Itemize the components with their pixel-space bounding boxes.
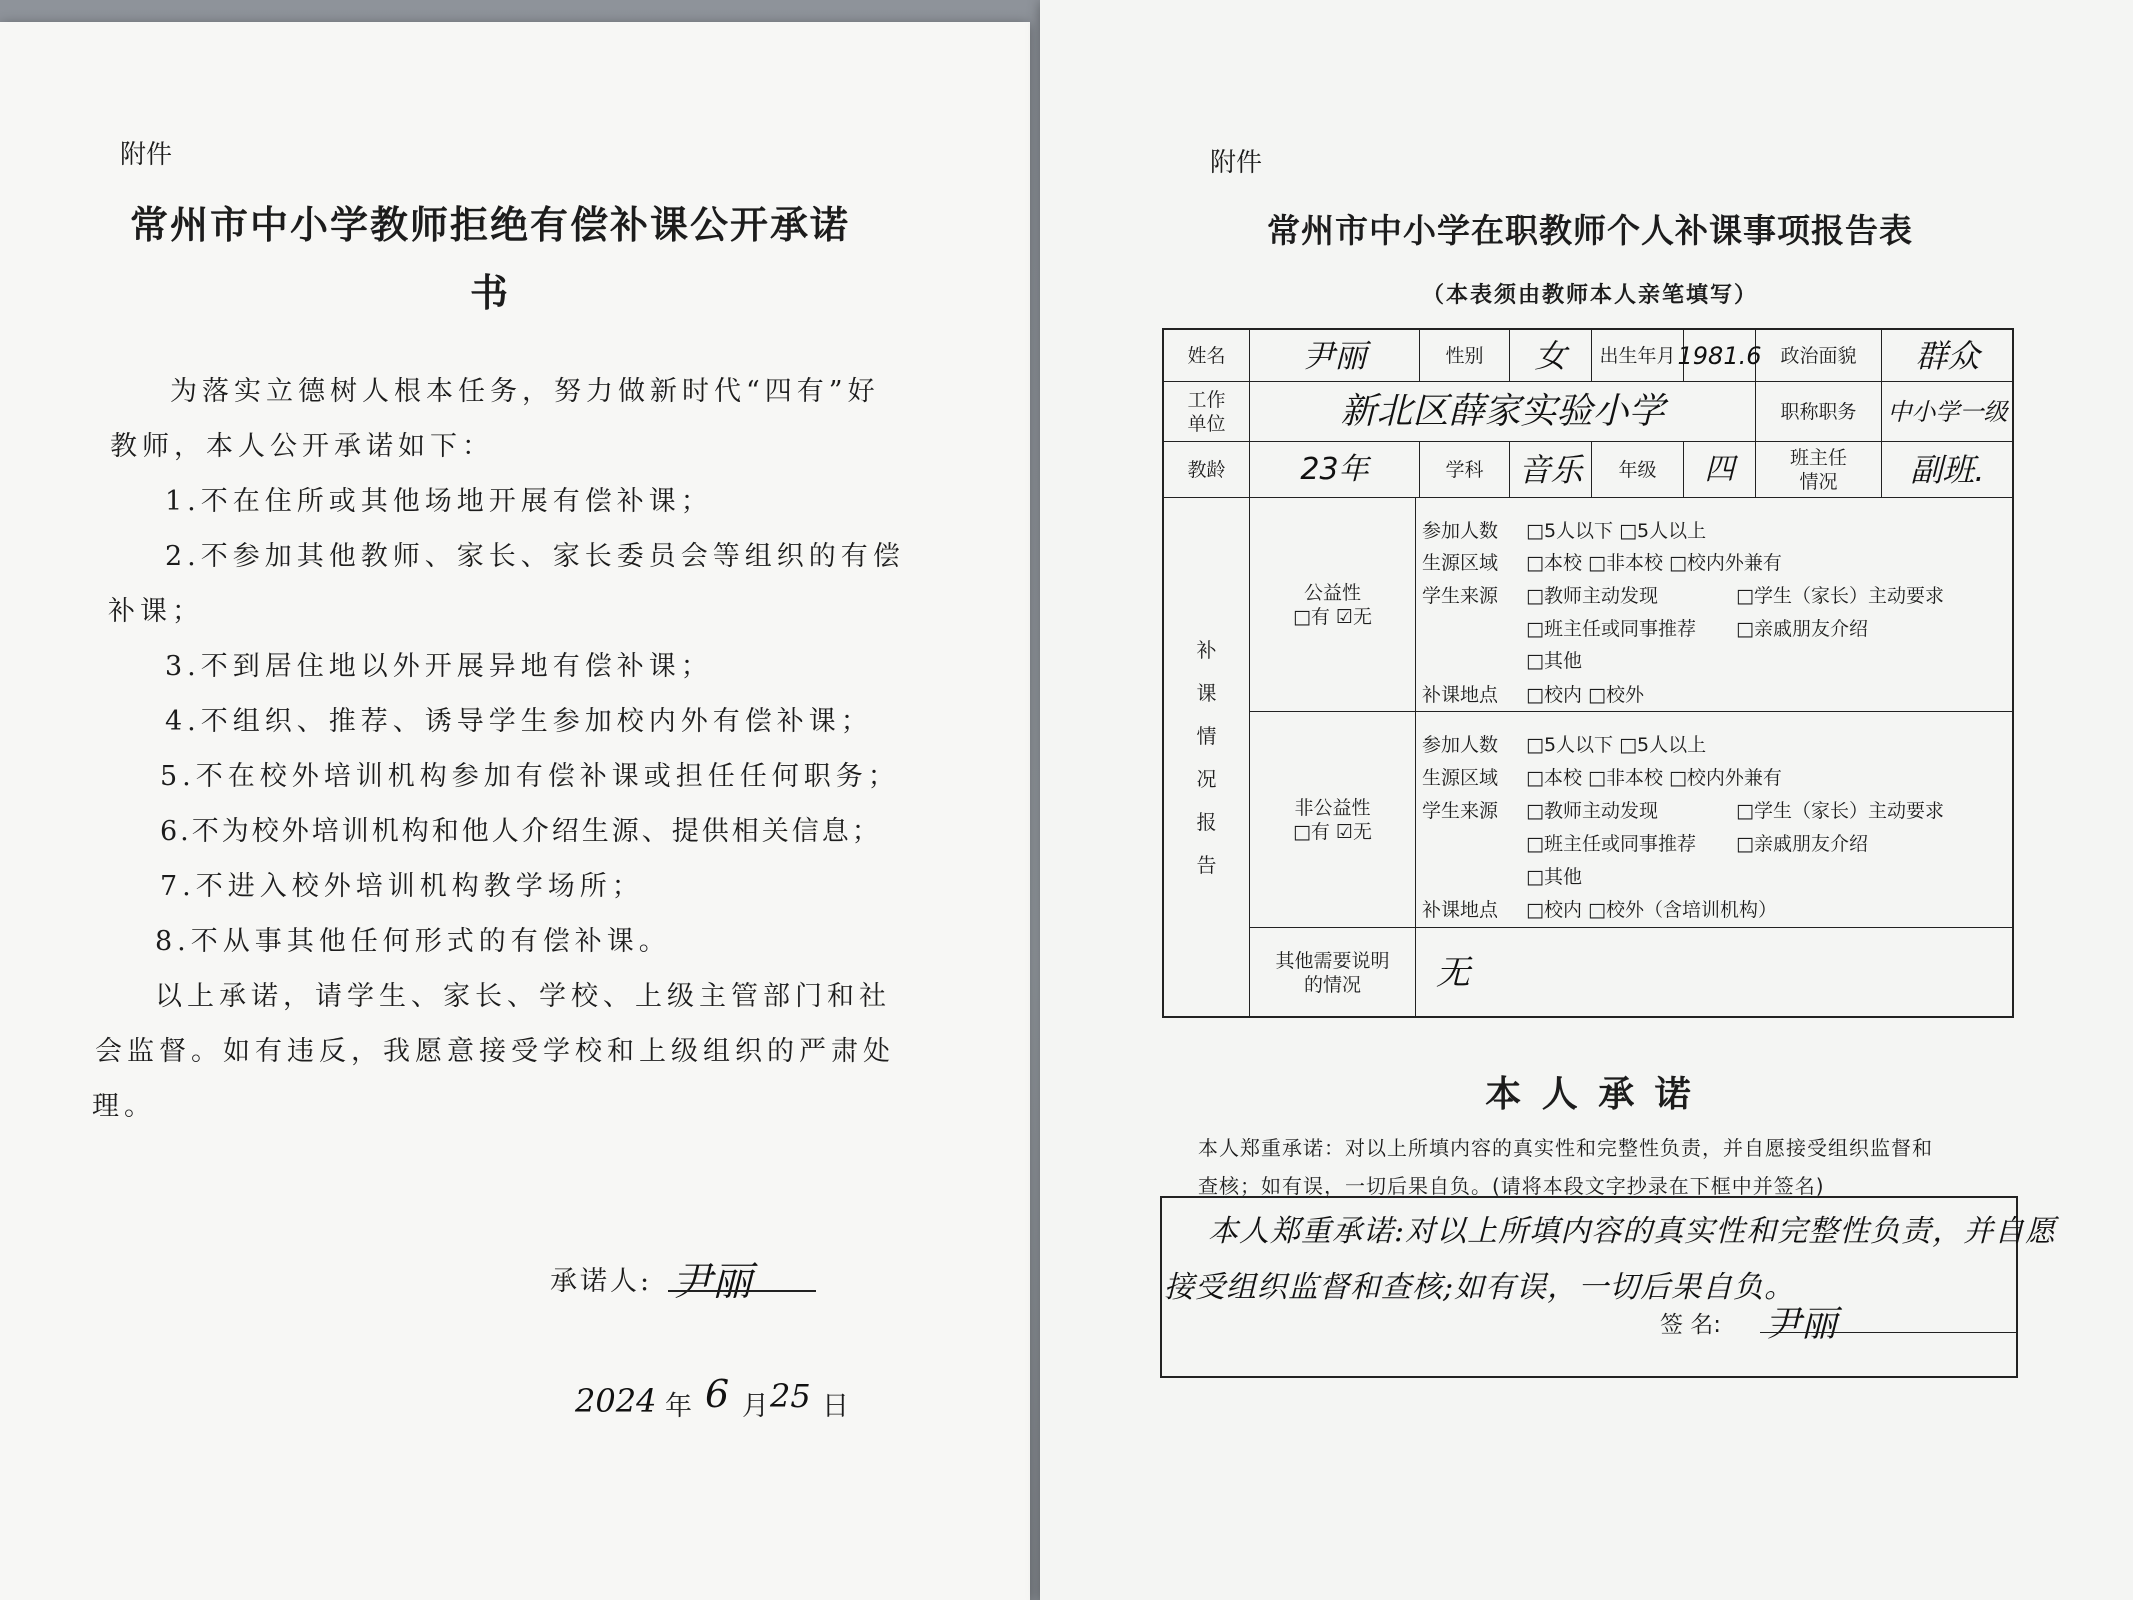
- letter-title-line2: 书: [469, 270, 510, 315]
- political-label: 政治面貌: [1756, 330, 1882, 382]
- intro-line-2: 教师，本人公开承诺如下：: [110, 431, 494, 462]
- nonpublic-source-2: □学生（家长）主动要求: [1736, 800, 1944, 822]
- date-month: 6: [705, 1372, 730, 1416]
- public-source-3: □班主任或同事推荐: [1526, 618, 1696, 640]
- nonpublic-source-1: □教师主动发现: [1526, 800, 1658, 822]
- work-unit-label: 工作 单位: [1164, 382, 1250, 442]
- intro-line-1: 为落实立德树人根本任务，努力做新时代“四有”好: [170, 376, 880, 407]
- public-area-options: □本校 □非本校 □校内外兼有: [1526, 552, 1782, 574]
- nonpublic-options: □有 ☑无: [1292, 820, 1373, 843]
- nonpublic-count-label: 参加人数: [1422, 734, 1499, 756]
- nonpublic-count-options: □5人以下 □5人以上: [1526, 734, 1707, 756]
- nonpublic-source-3: □班主任或同事推荐: [1526, 833, 1696, 855]
- title-label: 职称职务: [1756, 382, 1882, 442]
- birth-label: 出生年月: [1592, 330, 1684, 382]
- promise-item-8: 8.不从事其他任何形式的有偿补课。: [155, 926, 671, 957]
- nonpublic-block-label: [1250, 712, 1416, 928]
- public-count-options: □5人以下 □5人以上: [1526, 520, 1707, 542]
- nonpublic-place-options: □校内 □校外（含培训机构）: [1526, 899, 1777, 921]
- attachment-label-right: 附件: [1210, 148, 1263, 178]
- public-label: 公益性: [1303, 581, 1361, 604]
- work-unit-value: 新北区薛家实验小学: [1250, 382, 1756, 442]
- subject-value: 音乐: [1510, 442, 1592, 498]
- closing-line-3: 理。: [92, 1091, 156, 1122]
- gender-label: 性别: [1420, 330, 1510, 382]
- grade-value: 四: [1684, 442, 1756, 498]
- signer-signature: 尹丽: [672, 1259, 752, 1305]
- vertical-char-4: 况: [1196, 767, 1217, 791]
- vertical-char-1: 补: [1196, 638, 1217, 662]
- closing-line-1: 以上承诺，请学生、家长、学校、上级主管部门和社: [155, 981, 891, 1012]
- section-vertical-label: [1164, 498, 1250, 1018]
- teaching-age-value: 23年: [1250, 442, 1420, 498]
- date-year-char: 年: [665, 1391, 697, 1422]
- gender-value: 女: [1510, 330, 1592, 382]
- political-value: 群众: [1882, 330, 2013, 382]
- public-options: □有 ☑无: [1292, 605, 1373, 628]
- promise-item-1: 1.不在住所或其他场地开展有偿补课；: [165, 486, 713, 517]
- signature-underline: [668, 1290, 816, 1292]
- other-value: 无: [1436, 953, 1470, 993]
- nonpublic-source-label: 学生来源: [1422, 800, 1499, 822]
- handwritten-line-2: 接受组织监督和查核;如有误，一切后果自负。: [1164, 1270, 1796, 1305]
- birth-value: 1981.6: [1684, 330, 1756, 382]
- public-source-1: □教师主动发现: [1526, 585, 1658, 607]
- signer-label: 承诺人:: [550, 1266, 653, 1297]
- date-year: 2024: [575, 1382, 657, 1420]
- public-source-5: □其他: [1526, 650, 1582, 672]
- date-day: 25: [770, 1377, 811, 1415]
- promise-letter-page: [0, 22, 1030, 1600]
- promise-item-5: 5.不在校外培训机构参加有偿补课或担任任何职务；: [160, 761, 900, 792]
- form-title: 常州市中小学在职教师个人补课事项报告表: [1267, 211, 1913, 250]
- report-table: [1162, 328, 2014, 1018]
- nonpublic-area-label: 生源区域: [1422, 767, 1499, 789]
- subject-label: 学科: [1420, 442, 1510, 498]
- title-value: 中小学一级: [1882, 382, 2013, 442]
- promise-item-6: 6.不为校外培训机构和他人介绍生源、提供相关信息；: [160, 816, 882, 847]
- public-place-options: □校内 □校外: [1526, 684, 1644, 706]
- promise-text-1: 本人郑重承诺：对以上所填内容的真实性和完整性负责，并自愿接受组织监督和: [1198, 1136, 1933, 1160]
- promise-item-2-cont: 补课；: [108, 596, 204, 627]
- vertical-char-2: 课: [1196, 681, 1217, 705]
- public-source-2: □学生（家长）主动要求: [1736, 585, 1944, 607]
- report-form-page: [1040, 0, 2133, 1600]
- name-value: 尹丽: [1250, 330, 1420, 382]
- promise-item-4: 4.不组织、推荐、诱导学生参加校内外有偿补课；: [165, 706, 873, 737]
- nonpublic-label: 非公益性: [1294, 796, 1371, 819]
- sign-signature: 尹丽: [1765, 1304, 1838, 1345]
- closing-line-2: 会监督。如有违反，我愿意接受学校和上级组织的严肃处: [95, 1036, 895, 1067]
- form-subtitle: （本表须由教师本人亲笔填写）: [1421, 282, 1758, 308]
- nonpublic-source-4: □亲戚朋友介绍: [1736, 833, 1868, 855]
- date-day-char: 日: [822, 1391, 854, 1422]
- name-label: 姓名: [1164, 330, 1250, 382]
- public-source-label: 学生来源: [1422, 585, 1499, 607]
- nonpublic-source-5: □其他: [1526, 866, 1582, 888]
- letter-title-line1: 常州市中小学教师拒绝有偿补课公开承诺: [129, 202, 850, 247]
- sign-underline: [1760, 1332, 2018, 1333]
- handwritten-line-1: 本人郑重承诺:对以上所填内容的真实性和完整性负责，并自愿: [1208, 1214, 2057, 1249]
- date-month-char: 月: [742, 1391, 774, 1422]
- vertical-char-6: 告: [1196, 853, 1217, 877]
- grade-label: 年级: [1592, 442, 1684, 498]
- nonpublic-area-options: □本校 □非本校 □校内外兼有: [1526, 767, 1782, 789]
- public-area-label: 生源区域: [1422, 552, 1499, 574]
- vertical-char-5: 报: [1196, 810, 1217, 834]
- promise-title: 本 人 承 诺: [1485, 1073, 1695, 1115]
- sign-label: 签 名:: [1660, 1312, 1722, 1338]
- public-block-label: [1250, 498, 1416, 712]
- head-teacher-value: 副班.: [1882, 442, 2013, 498]
- promise-item-7: 7.不进入校外培训机构教学场所；: [160, 871, 644, 902]
- nonpublic-place-label: 补课地点: [1422, 899, 1499, 921]
- public-place-label: 补课地点: [1422, 684, 1499, 706]
- other-label: 其他需要说明 的情况: [1250, 928, 1416, 1018]
- vertical-char-3: 情: [1196, 724, 1217, 748]
- public-count-label: 参加人数: [1422, 520, 1499, 542]
- teaching-age-label: 教龄: [1164, 442, 1250, 498]
- head-teacher-label: 班主任 情况: [1756, 442, 1882, 498]
- promise-item-3: 3.不到居住地以外开展异地有偿补课；: [165, 651, 713, 682]
- public-source-4: □亲戚朋友介绍: [1736, 618, 1868, 640]
- promise-text-2: 查核；如有误，一切后果自负。(请将本段文字抄录在下框中并签名): [1198, 1174, 1825, 1198]
- attachment-label: 附件: [120, 140, 173, 170]
- promise-item-2: 2.不参加其他教师、家长、家长委员会等组织的有偿: [165, 541, 905, 572]
